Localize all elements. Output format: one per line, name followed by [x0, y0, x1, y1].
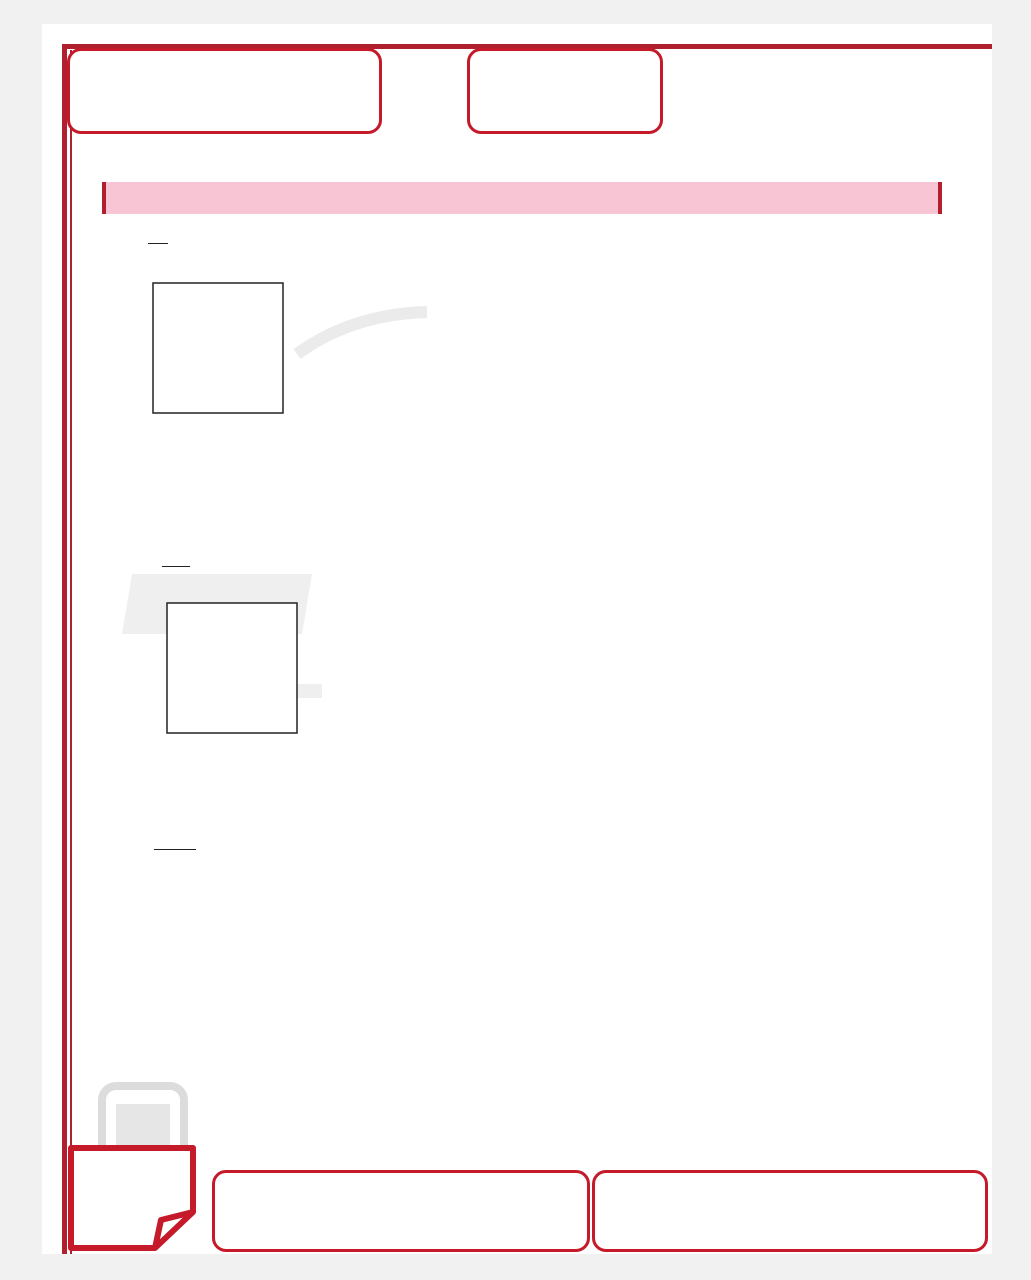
page-corner-icon: [67, 1144, 197, 1252]
problem-3-numerator: [154, 849, 196, 850]
header-contact-box[interactable]: [67, 48, 382, 134]
problem-1-numerator: [148, 243, 168, 244]
ghost-swoosh: [292, 304, 432, 364]
thousands-cube[interactable]: [154, 886, 324, 1056]
problem-3-fraction: [154, 849, 196, 850]
problem-1-fraction: [148, 243, 168, 244]
worksheet-page: [42, 24, 992, 1254]
page-number-badge: [67, 1144, 197, 1252]
problem-2-numerator: [162, 566, 190, 567]
footer-contact-box[interactable]: [212, 1170, 590, 1252]
hundreds-grid[interactable]: [166, 602, 300, 736]
instruction-banner: [102, 182, 942, 214]
footer-offer-box[interactable]: [592, 1170, 988, 1252]
problem-2-fraction: [162, 566, 190, 567]
brand-box: [467, 48, 663, 134]
tenths-model[interactable]: [152, 282, 286, 416]
